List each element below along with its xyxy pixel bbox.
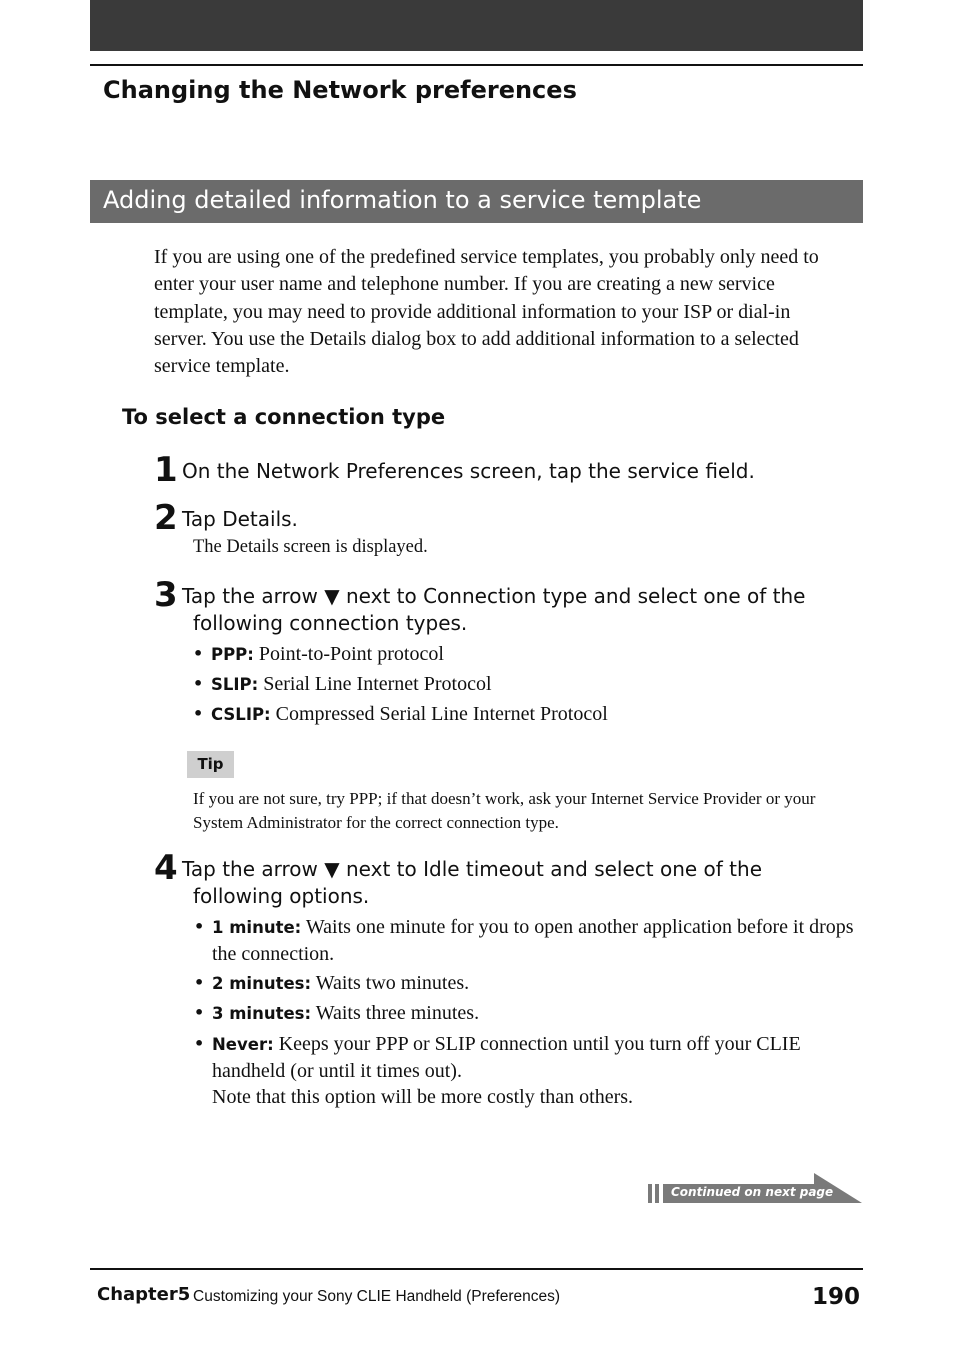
- list-desc: Waits three minutes.: [315, 1002, 480, 1024]
- list-item: [194, 970, 859, 997]
- top-bar: [90, 0, 863, 51]
- footer-description: Customizing your Sony CLIE Handheld (Preferences): [193, 1288, 561, 1305]
- tip-label: Tip: [187, 751, 234, 778]
- step-number: 4: [154, 848, 178, 888]
- step-number: 2: [154, 498, 178, 538]
- tip-text: If you are not sure, try PPP; if that doesn’t work, ask your Internet Service Provider or your System Administrator for the correct connection type.: [193, 789, 816, 832]
- continued-text: Continued on next page: [671, 1185, 834, 1199]
- step-text-line-2: following options.: [193, 884, 370, 908]
- list-item: [193, 641, 853, 668]
- procedure-heading: To select a connection type: [122, 405, 446, 429]
- page-number: 190: [812, 1284, 861, 1310]
- topic-title: Adding detailed information to a service template: [103, 186, 702, 214]
- list-term: Never:: [212, 1035, 274, 1054]
- list-desc: Serial Line Internet Protocol: [263, 673, 492, 695]
- step-text-line-1: Tap the arrow ▼ next to Idle timeout and select one of the: [182, 857, 762, 881]
- step-text: Tap Details.: [182, 507, 298, 531]
- step-number: 1: [154, 450, 178, 490]
- list-desc: Point-to-Point protocol: [258, 643, 444, 665]
- list-desc: Compressed Serial Line Internet Protocol: [275, 703, 608, 725]
- intro-paragraph: If you are using one of the predefined service templates, you probably only need to enter your user name and telephone number. If you are creating a new service template, you may need to provide additional information to your ISP or dial-in server. You use the Details dialog box to add additional information to a selected service template.: [154, 246, 819, 378]
- timeout-option-list: [194, 914, 859, 1110]
- list-term: 3 minutes:: [212, 1004, 312, 1023]
- list-term: 1 minute:: [212, 918, 302, 937]
- step-2-note: The Details screen is displayed.: [193, 537, 428, 557]
- footer-rule: [90, 1268, 863, 1270]
- list-desc: Keeps your PPP or SLIP connection until you turn off your CLIE handheld (or until it times out).: [212, 1033, 801, 1082]
- step-1: [154, 450, 854, 490]
- step-text: [182, 856, 854, 910]
- list-desc: Waits one minute for you to open another application before it drops the connection.: [212, 916, 854, 965]
- list-item: [194, 914, 859, 967]
- section-title: Changing the Network preferences: [103, 76, 577, 104]
- list-item: [193, 701, 853, 728]
- list-term: SLIP:: [211, 675, 259, 694]
- list-term: PPP:: [211, 645, 254, 664]
- step-2: [154, 498, 854, 538]
- step-text: On the Network Preferences screen, tap the service field.: [182, 459, 755, 483]
- topic-banner: [90, 180, 863, 223]
- connection-type-list: [193, 641, 853, 728]
- step-4: [154, 848, 854, 910]
- continued-indicator: [648, 1173, 862, 1204]
- step-number: 3: [154, 575, 178, 615]
- list-item: [193, 671, 853, 698]
- list-term: 2 minutes:: [212, 974, 312, 993]
- header-rule: [90, 64, 863, 66]
- step-3: [154, 575, 854, 637]
- list-item: [194, 1000, 859, 1027]
- step-text-line-2: following connection types.: [193, 611, 468, 635]
- list-term: CSLIP:: [211, 705, 271, 724]
- list-desc-note: Note that this option will be more costly than others.: [212, 1086, 634, 1108]
- list-desc: Waits two minutes.: [315, 972, 470, 994]
- step-text-line-1: Tap the arrow ▼ next to Connection type and select one of the: [182, 584, 806, 608]
- footer-chapter: Chapter5: [97, 1284, 191, 1305]
- list-item: [194, 1031, 859, 1110]
- step-text: [182, 583, 854, 637]
